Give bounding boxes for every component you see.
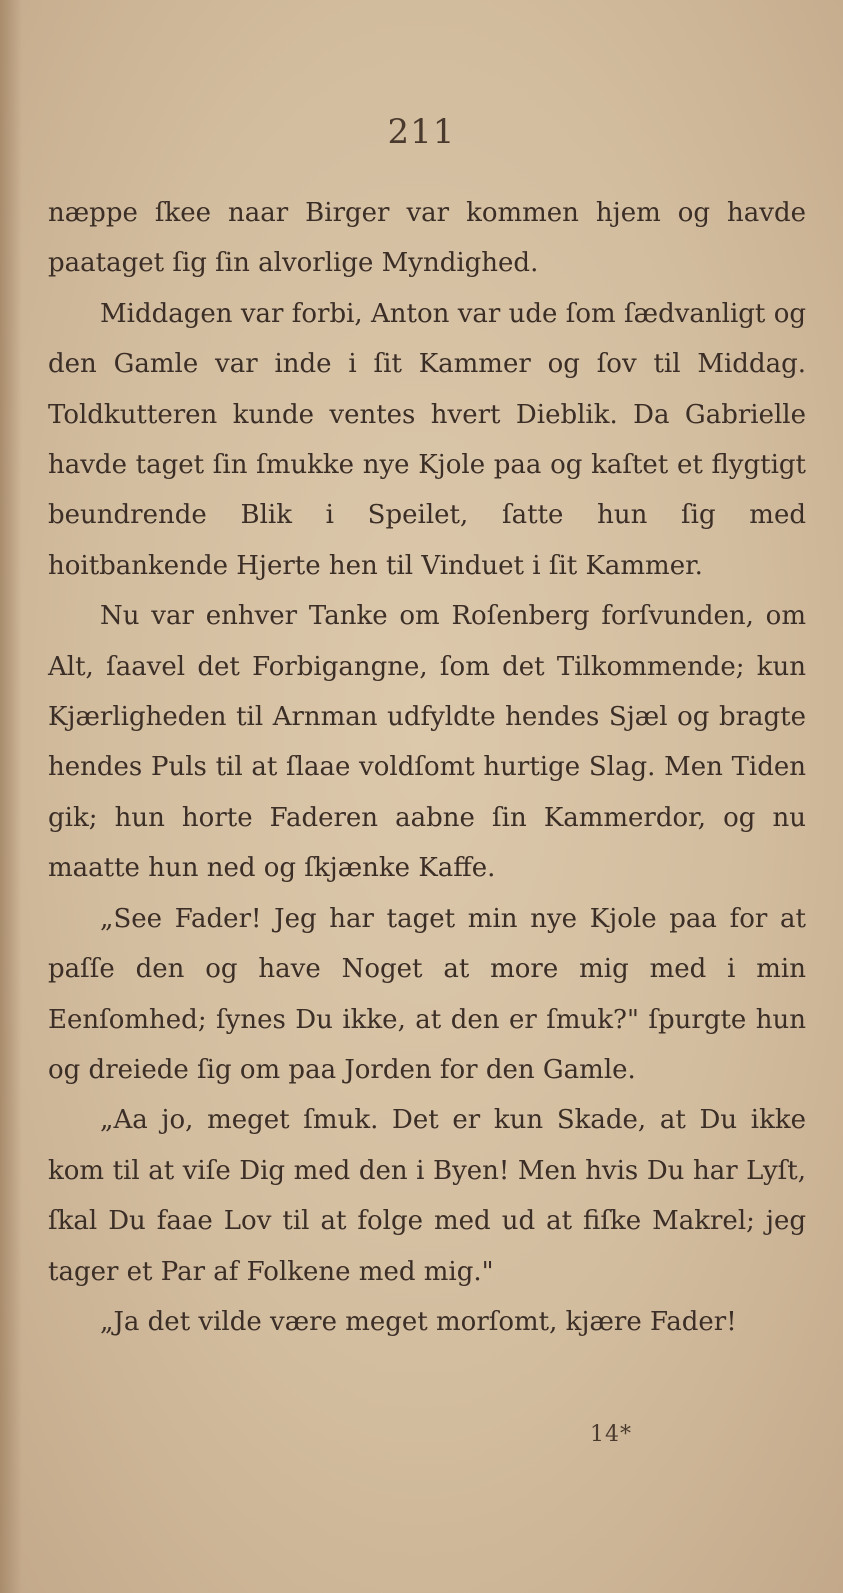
page-gutter-shadow bbox=[0, 0, 22, 1593]
paragraph-5: „Aa jo, meget ſmuk. Det er kun Skade, at Du ikke kom til at viſe Dig med den i Byen! Men hvis Du har Lyſt, ſkal Du faae Lov til at folge med ud at fiſke Makrel; jeg tager et Par af Folkene med mig." bbox=[48, 1105, 806, 1287]
page-number: 211 bbox=[387, 112, 456, 152]
paragraph-2: Middagen var forbi, Anton var ude ſom ſædvanligt og den Gamle var inde i ſit Kammer og ſov til Middag. Toldkutteren kunde ventes hvert Dieblik. Da Gabrielle havde taget ſin ſmukke nye Kjole paa og kaſtet et flygtigt beundrende Blik i Speilet, ſatte hun ſig med hoitbankende Hjerte hen til Vinduet i ſit Kammer. bbox=[48, 298, 806, 581]
printer-signature-mark: 14* bbox=[590, 1422, 632, 1447]
paragraph-1: næppe ſkee naar Birger var kommen hjem og havde paataget ſig ſin alvorlige Myndighed. bbox=[48, 198, 806, 279]
paragraph-4: „See Fader! Jeg har taget min nye Kjole paa for at paſſe den og have Noget at more mig med i min Eenſomhed; ſynes Du ikke, at den er ſmuk?" ſpurgte hun og dreiede ſig om paa Jorden for den Gamle. bbox=[48, 903, 806, 1085]
paragraph-6: „Ja det vilde være meget morſomt, kjære Fader! bbox=[100, 1306, 737, 1337]
body-text bbox=[48, 188, 806, 1347]
paragraph-3: Nu var enhver Tanke om Roſenberg forſvunden, om Alt, ſaavel det Forbigangne, ſom det Tilkommende; kun Kjærligheden til Arnman udfyldte hendes Sjæl og bragte hendes Puls til at ſlaae voldſomt hurtige Slag. Men Tiden gik; hun horte Faderen aabne ſin Kammerdor, og nu maatte hun ned og ſkjænke Kaffe. bbox=[48, 601, 806, 884]
